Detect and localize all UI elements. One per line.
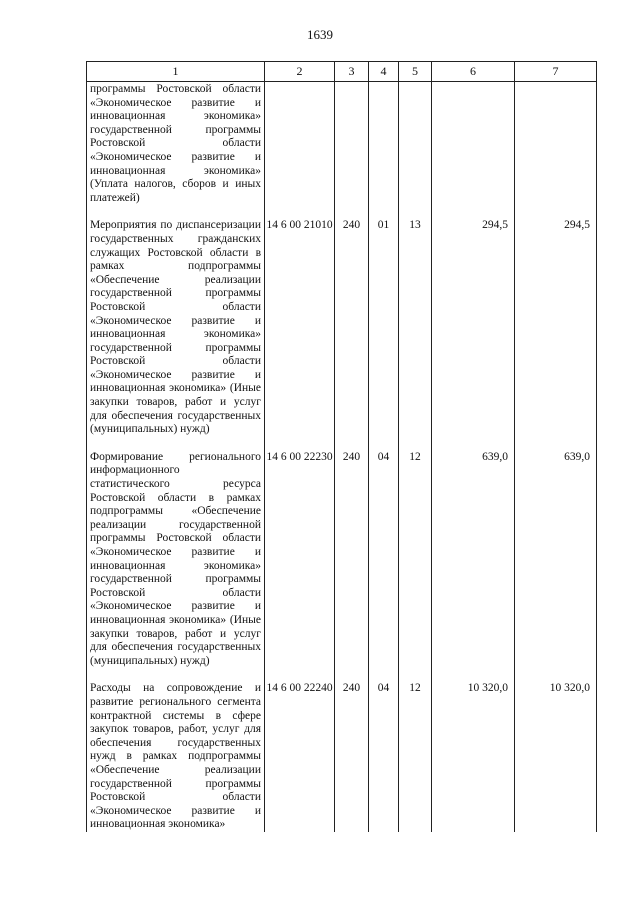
header-col-5: 5 — [399, 62, 432, 82]
header-col-6: 6 — [432, 62, 515, 82]
header-col-7: 7 — [515, 62, 597, 82]
row-subsection: 13 — [399, 205, 432, 437]
table-row — [87, 82, 597, 206]
header-col-2: 2 — [265, 62, 335, 82]
header-row — [87, 62, 597, 82]
budget-table — [86, 61, 597, 832]
row-description: Расходы на сопровождение и развитие регионального сегмента контрактной системы в сфере закупок товаров, работ, услуг для обеспечения государственных нужд в рамках подпрограммы «Обеспечение реализации государственной программы Ростовской области «Экономическое развитие и инновационная экономика» — [87, 668, 265, 832]
page-number: 1639 — [307, 27, 333, 42]
row-expense-type — [335, 82, 369, 206]
row-target-article: 14 6 00 21010 — [265, 205, 335, 437]
row-amount-2 — [515, 82, 597, 206]
header-col-1: 1 — [87, 62, 265, 82]
row-section: 04 — [369, 437, 399, 669]
header-col-4: 4 — [369, 62, 399, 82]
row-subsection: 12 — [399, 668, 432, 832]
row-amount-1: 294,5 — [432, 205, 515, 437]
row-target-article — [265, 82, 335, 206]
table-row — [87, 668, 597, 832]
row-expense-type: 240 — [335, 205, 369, 437]
row-target-article: 14 6 00 22240 — [265, 668, 335, 832]
row-description: программы Ростовской области «Экономическое развитие и инновационная экономика» государственной программы Ростовской области «Экономическое развитие и инновационная экономика» (Уплата налогов, сборов и иных платежей) — [87, 82, 265, 206]
row-subsection — [399, 82, 432, 206]
row-expense-type: 240 — [335, 437, 369, 669]
row-amount-1: 639,0 — [432, 437, 515, 669]
row-description: Формирование регионального информационного статистического ресурса Ростовской области в рамках подпрограммы «Обеспечение реализации государственной программы Ростовской области «Экономическое развитие и инновационная экономика» государственной программы Ростовской области «Экономическое развитие и инновационная экономика» (Иные закупки товаров, работ и услуг для обеспечения государственных (муниципальных) нужд) — [87, 437, 265, 669]
row-amount-2: 294,5 — [515, 205, 597, 437]
row-amount-1 — [432, 82, 515, 206]
row-subsection: 12 — [399, 437, 432, 669]
row-section: 04 — [369, 668, 399, 832]
row-description: Мероприятия по диспансеризации государственных гражданских служащих Ростовской области в рамках подпрограммы «Обеспечение реализации государственной программы Ростовской области «Экономическое развитие и инновационная экономика» государственной программы Ростовской области «Экономическое развитие и инновационная экономика» (Иные закупки товаров, работ и услуг для обеспечения государственных (муниципальных) нужд) — [87, 205, 265, 437]
table-row — [87, 437, 597, 669]
row-amount-1: 10 320,0 — [432, 668, 515, 832]
table-row — [87, 205, 597, 437]
header-col-3: 3 — [335, 62, 369, 82]
row-section: 01 — [369, 205, 399, 437]
row-expense-type: 240 — [335, 668, 369, 832]
row-section — [369, 82, 399, 206]
row-target-article: 14 6 00 22230 — [265, 437, 335, 669]
row-amount-2: 639,0 — [515, 437, 597, 669]
row-amount-2: 10 320,0 — [515, 668, 597, 832]
